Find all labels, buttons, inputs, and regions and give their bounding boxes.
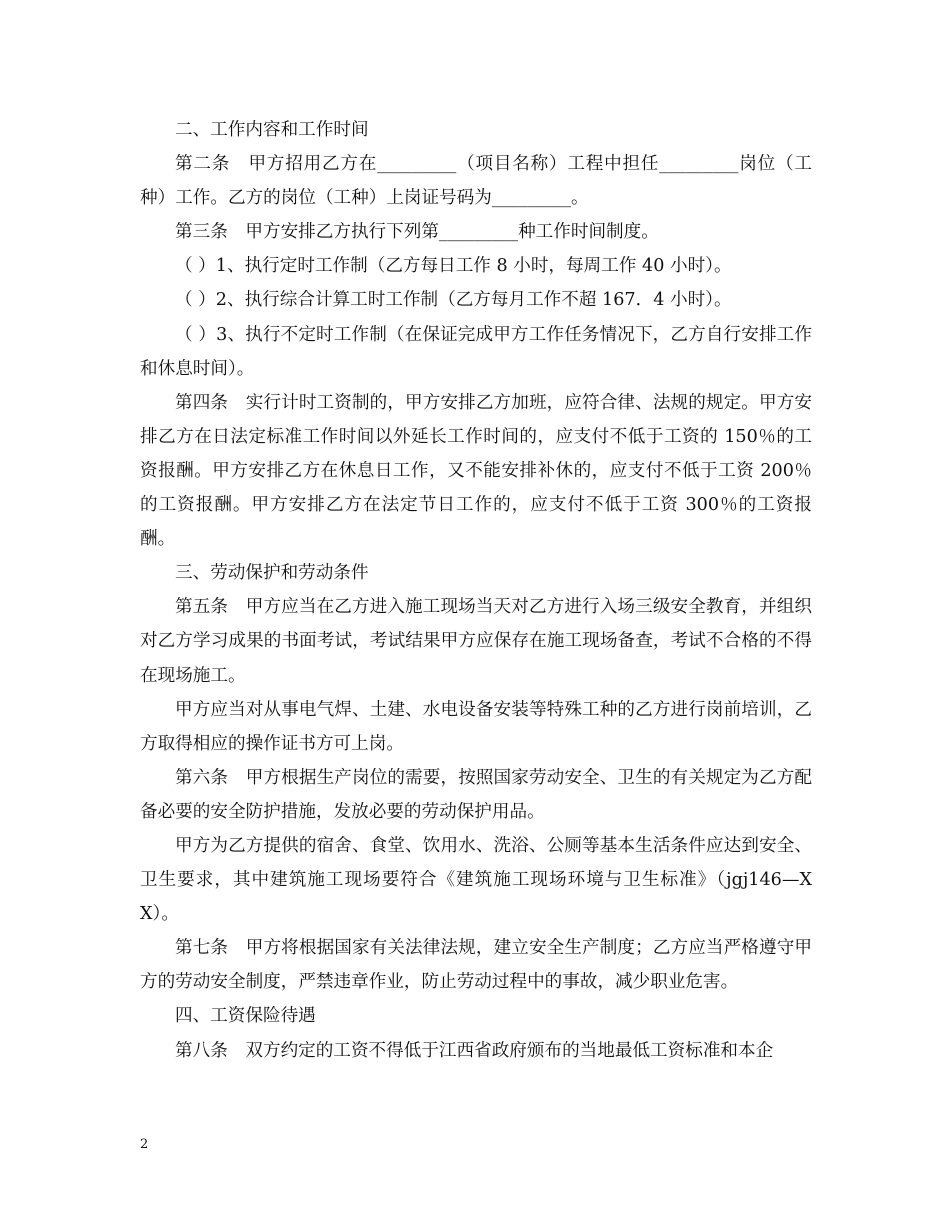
- option-2-comprehensive-hours: （ ）2、执行综合计算工时工作制（乙方每月工作不超 167．4 小时）。: [175, 290, 732, 311]
- special-trades-training-paragraph: 甲方应当对从事电气焊、土建、水电设备安装等特殊工种的乙方进行岗前培训，乙方取得相应的操作证书方可上岗。: [140, 699, 812, 754]
- living-conditions-paragraph: 甲方为乙方提供的宿舍、食堂、饮用水、洗浴、公厕等基本生活条件应达到安全、卫生要求，其中建筑施工现场要符合《建筑施工现场环境与卫生标准》（jgj146—XX）。: [140, 835, 812, 925]
- article-4-paragraph: 第四条 实行计时工资制的，甲方安排乙方加班，应符合律、法规的规定。甲方安排乙方在日法定标准工作时间以外延长工作时间的，应支付不低于工资的 150％的工资报酬。甲方安排乙方在休息日工作，又不能安排补休的，应支付不低于工资 200％的工资报酬。甲方安排乙方在法定节日工作的，应支付不低于工资 300％的工资报酬。: [140, 392, 812, 550]
- page-number: 2: [140, 1137, 149, 1152]
- document-body: [140, 113, 812, 1068]
- section-heading-labor-protection: 三、劳动保护和劳动条件: [175, 563, 369, 584]
- section-heading-wages-insurance: 四、工资保险待遇: [175, 1006, 316, 1027]
- section-heading-work-content: 二、工作内容和工作时间: [175, 120, 369, 140]
- article-7-paragraph: 第七条 甲方将根据国家有关法律法规，建立安全生产制度；乙方应当严格遵守甲方的劳动安全制度，严禁违章作业，防止劳动过程中的事故，减少职业危害。: [140, 938, 812, 993]
- article-2-paragraph: 第二条 甲方招用乙方在_________（项目名称）工程中担任_________岗位（工种）工作。乙方的岗位（工种）上岗证号码为_________。: [140, 154, 812, 209]
- article-5-paragraph: 第五条 甲方应当在乙方进入施工现场当天对乙方进行入场三级安全教育，并组织对乙方学习成果的书面考试，考试结果甲方应保存在施工现场备查，考试不合格的不得在现场施工。: [140, 597, 812, 686]
- article-8-paragraph: 第八条 双方约定的工资不得低于江西省政府颁布的当地最低工资标准和本企: [175, 1040, 774, 1061]
- article-3-paragraph: 第三条 甲方安排乙方执行下列第_________种工作时间制度。: [175, 222, 659, 243]
- option-1-fixed-hours: （ ）1、执行定时工作制（乙方每日工作 8 小时，每周工作 40 小时）。: [175, 256, 732, 277]
- option-3-flexible-hours: （ ）3、执行不定时工作制（在保证完成甲方工作任务情况下，乙方自行安排工作和休息时间）。: [140, 324, 812, 379]
- article-6-paragraph: 第六条 甲方根据生产岗位的需要，按照国家劳动安全、卫生的有关规定为乙方配备必要的安全防护措施，发放必要的劳动保护用品。: [140, 767, 812, 822]
